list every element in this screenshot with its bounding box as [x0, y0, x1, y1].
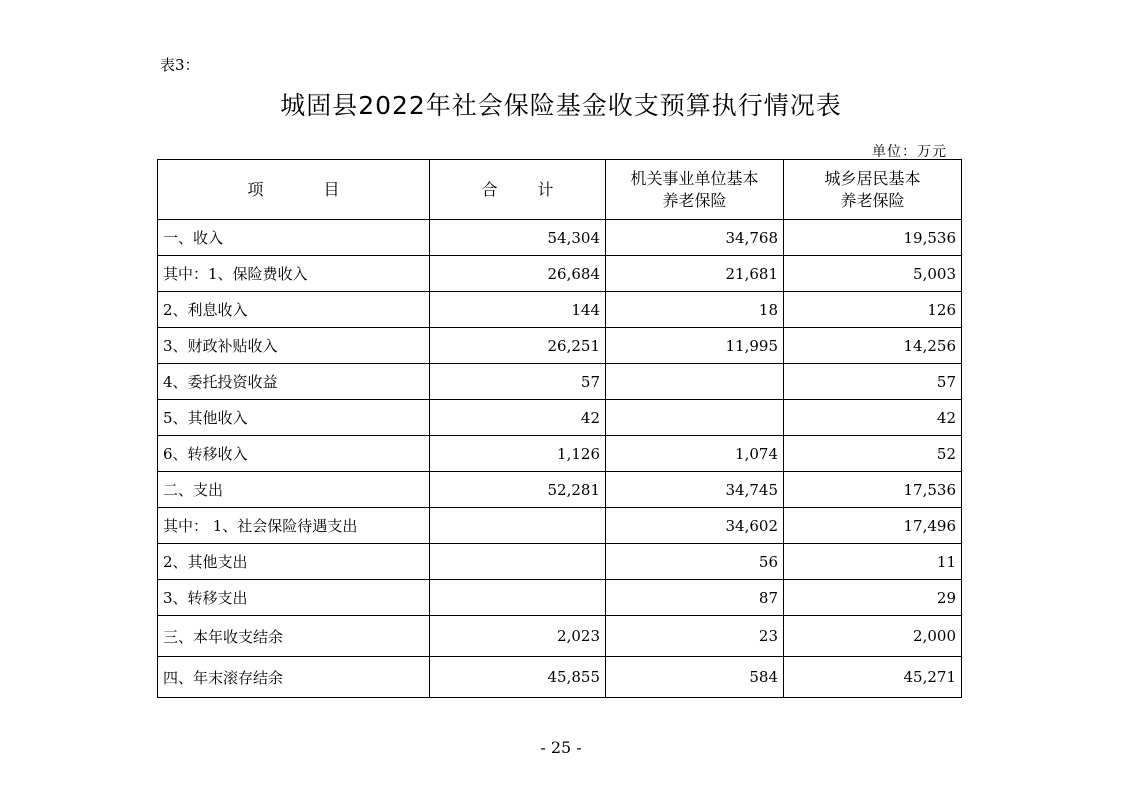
table-row: [158, 220, 962, 256]
row-col1: [606, 400, 784, 436]
row-label: 三、本年收支结余: [158, 616, 430, 657]
row-total: [430, 508, 606, 544]
header-col1-line1: 机关事业单位基本: [630, 168, 759, 188]
row-col2: 17,536: [784, 472, 962, 508]
row-col2: 126: [784, 292, 962, 328]
row-total: 52,281: [430, 472, 606, 508]
table-row: [158, 292, 962, 328]
table-row: [158, 256, 962, 292]
header-row: [158, 160, 962, 220]
row-col1: 34,768: [606, 220, 784, 256]
table-row: [158, 544, 962, 580]
table-row: [158, 436, 962, 472]
header-item: 项目: [158, 160, 430, 220]
row-col2: 11: [784, 544, 962, 580]
row-col2: 45,271: [784, 657, 962, 698]
row-total: 144: [430, 292, 606, 328]
row-col1: 34,602: [606, 508, 784, 544]
table-row: [158, 657, 962, 698]
row-label: 5、其他收入: [158, 400, 430, 436]
row-label: 四、年末滚存结余: [158, 657, 430, 698]
table-row: [158, 580, 962, 616]
row-total: [430, 544, 606, 580]
row-col1: 23: [606, 616, 784, 657]
row-label: 4、委托投资收益: [158, 364, 430, 400]
row-total: 26,251: [430, 328, 606, 364]
row-total: 42: [430, 400, 606, 436]
budget-table: [157, 159, 962, 698]
row-total: 1,126: [430, 436, 606, 472]
row-total: 45,855: [430, 657, 606, 698]
row-col1: 34,745: [606, 472, 784, 508]
row-total: 2,023: [430, 616, 606, 657]
row-col2: 52: [784, 436, 962, 472]
row-label: 3、转移支出: [158, 580, 430, 616]
row-col1: 18: [606, 292, 784, 328]
row-col2: 42: [784, 400, 962, 436]
table-row: [158, 328, 962, 364]
row-col2: 29: [784, 580, 962, 616]
row-col1: 56: [606, 544, 784, 580]
unit-label: 单位：万元: [872, 144, 947, 160]
row-col2: 17,496: [784, 508, 962, 544]
header-col2: [784, 160, 962, 220]
row-col1: 87: [606, 580, 784, 616]
row-col2: 57: [784, 364, 962, 400]
table-row: [158, 364, 962, 400]
row-col1: 11,995: [606, 328, 784, 364]
row-col1: 584: [606, 657, 784, 698]
header-col2-line2: 养老保险: [840, 190, 905, 210]
table-row: [158, 400, 962, 436]
row-label: 其中：1、保险费收入: [158, 256, 430, 292]
header-col2-line1: 城乡居民基本: [824, 168, 921, 188]
header-col1: [606, 160, 784, 220]
row-col1: [606, 364, 784, 400]
row-col2: 2,000: [784, 616, 962, 657]
table-row: [158, 616, 962, 657]
page-number: - 25 -: [540, 738, 582, 757]
page-title: 城固县2022年社会保险基金收支预算执行情况表: [280, 91, 842, 120]
header-col1-line2: 养老保险: [662, 190, 727, 210]
row-label: 二、支出: [158, 472, 430, 508]
table-row: [158, 508, 962, 544]
table-row: [158, 472, 962, 508]
table-label: 表3：: [160, 56, 200, 74]
row-total: 54,304: [430, 220, 606, 256]
row-col2: 14,256: [784, 328, 962, 364]
row-col2: 5,003: [784, 256, 962, 292]
row-col2: 19,536: [784, 220, 962, 256]
header-total: 合计: [430, 160, 606, 220]
row-col1: 21,681: [606, 256, 784, 292]
row-total: [430, 580, 606, 616]
row-label: 2、利息收入: [158, 292, 430, 328]
row-label: 其中： 1、社会保险待遇支出: [158, 508, 430, 544]
row-col1: 1,074: [606, 436, 784, 472]
row-label: 一、收入: [158, 220, 430, 256]
row-label: 3、财政补贴收入: [158, 328, 430, 364]
row-total: 26,684: [430, 256, 606, 292]
row-label: 2、其他支出: [158, 544, 430, 580]
row-label: 6、转移收入: [158, 436, 430, 472]
row-total: 57: [430, 364, 606, 400]
